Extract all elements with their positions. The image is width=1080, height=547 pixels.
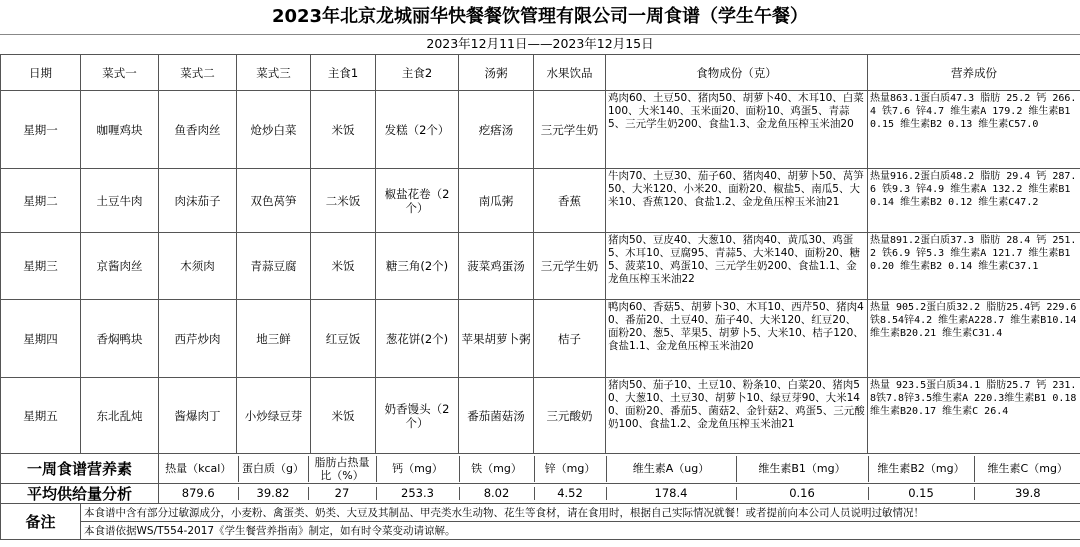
nutrient-value: 8.02 [459, 487, 534, 500]
nutrient-label: 蛋白质（g） [238, 456, 308, 482]
cell-ingredients: 猪肉50、茄子10、土豆10、粉条10、白菜20、猪肉50、大葱10、土豆30、胡萝卜10、绿豆芽90、大米140、面粉20、番茄5、菌菇2、金针菇2、鸡蛋5、三元酸奶100、食盐1.2、金龙鱼压榨玉米油21 [606, 378, 868, 454]
cell-fruit: 香蕉 [534, 169, 606, 233]
header-cell: 营养成份 [868, 55, 1080, 91]
cell-staple2: 发糕（2个） [376, 91, 459, 169]
nutrient-values-cell [159, 484, 1080, 504]
cell-staple1: 米饭 [311, 91, 376, 169]
cell-dish1: 东北乱炖 [81, 378, 159, 454]
cell-fruit: 三元酸奶 [534, 378, 606, 454]
cell-soup: 疙瘩汤 [459, 91, 534, 169]
nutrient-label: 维生素A（ug） [606, 456, 736, 482]
cell-dish3: 小炒绿豆芽 [237, 378, 311, 454]
header-cell: 汤粥 [459, 55, 534, 91]
cell-dish2: 木须肉 [159, 233, 237, 300]
nutrient-label: 铁（mg） [459, 456, 534, 482]
cell-dish2: 肉沫茄子 [159, 169, 237, 233]
cell-ingredients: 鸡肉60、土豆50、猪肉50、胡萝卜40、木耳10、白菜100、大米140、玉米面20、面粉10、鸡蛋5、青蒜5、三元学生奶200、食盐1.3、金龙鱼压榨玉米油20 [606, 91, 868, 169]
nutrient-subrow [159, 487, 1080, 500]
cell-dish2: 西芹炒肉 [159, 300, 237, 378]
cell-nutrition: 热量891.2蛋白质37.3 脂肪 28.4 钙 251.2 铁6.9 锌5.3 维生素A 121.7 维生素B1 0.20 维生素B2 0.14 维生素C37.1 [868, 233, 1080, 300]
nutrient-value: 39.8 [974, 487, 1080, 500]
cell-soup: 南瓜粥 [459, 169, 534, 233]
cell-dish2: 鱼香肉丝 [159, 91, 237, 169]
nutrient-label: 维生素B2（mg） [868, 456, 974, 482]
day-row [1, 91, 1080, 169]
nutrient-subtable [159, 456, 1080, 482]
nutrient-label: 维生素B1（mg） [736, 456, 868, 482]
menu-table [0, 54, 1080, 540]
cell-dish3: 地三鲜 [237, 300, 311, 378]
cell-day: 星期二 [1, 169, 81, 233]
cell-fruit: 三元学生奶 [534, 91, 606, 169]
allergen-note: 本食谱中含有部分过敏源成分，小麦粉、禽蛋类、奶类、大豆及其制品、甲壳类水生动物、花生等食材，请在食用时，根据自己实际情况就餐！或者提前向本公司人员说明过敏情况！ [81, 504, 1080, 522]
nutrient-label: 锌（mg） [534, 456, 606, 482]
header-cell: 菜式一 [81, 55, 159, 91]
cell-dish2: 酱爆肉丁 [159, 378, 237, 454]
cell-staple1: 米饭 [311, 378, 376, 454]
nutrient-label: 维生素C（mg） [974, 456, 1080, 482]
cell-ingredients: 鸭肉60、香菇5、胡萝卜30、木耳10、西芹50、猪肉40、番茄20、土豆40、茄子40、大米120、红豆20、面粉20、葱5、苹果5、胡萝卜5、大米10、桔子120、食盐1.1、金龙鱼压榨玉米油20 [606, 300, 868, 378]
notes-row [1, 522, 1080, 540]
day-row [1, 233, 1080, 300]
cell-day: 星期三 [1, 233, 81, 300]
summary-value-row [1, 484, 1080, 504]
header-cell: 主食2 [376, 55, 459, 91]
cell-staple2: 奶香馒头（2个） [376, 378, 459, 454]
cell-dish1: 香焖鸭块 [81, 300, 159, 378]
cell-staple2: 糖三角(2个) [376, 233, 459, 300]
nutrient-value: 253.3 [376, 487, 459, 500]
nutrient-label: 钙（mg） [376, 456, 459, 482]
nutrient-label: 脂肪占热量比（%） [308, 456, 376, 482]
nutrient-label: 热量（kcal） [159, 456, 238, 482]
nutrient-value: 0.16 [736, 487, 868, 500]
cell-soup: 苹果胡萝卜粥 [459, 300, 534, 378]
cell-dish3: 青蒜豆腐 [237, 233, 311, 300]
nutrient-value: 879.6 [159, 487, 238, 500]
cell-ingredients: 猪肉50、豆皮40、大葱10、猪肉40、黄瓜30、鸡蛋5、木耳10、豆腐95、青蒜5、大米140、面粉20、糖5、菠菜10、鸡蛋10、三元学生奶200、食盐1.1、金龙鱼压榨玉米油22 [606, 233, 868, 300]
summary-label-row [1, 454, 1080, 484]
nutrient-value: 0.15 [868, 487, 974, 500]
cell-fruit: 三元学生奶 [534, 233, 606, 300]
sheet-title: 2023年北京龙城丽华快餐餐饮管理有限公司一周食谱（学生午餐） [0, 0, 1080, 35]
cell-nutrition: 热量 923.5蛋白质34.1 脂肪25.7 钙 231.8铁7.8锌3.5维生素A 220.3维生素B1 0.18维生素B20.17 维生素C 26.4 [868, 378, 1080, 454]
summary-row-label: 一周食谱营养素 [1, 454, 159, 484]
nutrient-value: 27 [308, 487, 376, 500]
day-row [1, 378, 1080, 454]
cell-staple1: 红豆饭 [311, 300, 376, 378]
cell-soup: 番茄菌菇汤 [459, 378, 534, 454]
header-cell: 主食1 [311, 55, 376, 91]
cell-day: 星期一 [1, 91, 81, 169]
day-row [1, 169, 1080, 233]
cell-nutrition: 热量916.2蛋白质48.2 脂肪 29.4 钙 287.6 铁9.3 锌4.9 维生素A 132.2 维生素B1 0.14 维生素B2 0.12 维生素C47.2 [868, 169, 1080, 233]
cell-dish1: 京酱肉丝 [81, 233, 159, 300]
cell-fruit: 桔子 [534, 300, 606, 378]
cell-dish1: 咖喱鸡块 [81, 91, 159, 169]
nutrient-subrow [159, 456, 1080, 482]
header-cell: 日期 [1, 55, 81, 91]
header-cell: 食物成份（克） [606, 55, 868, 91]
nutrient-subtable [159, 487, 1080, 500]
nutrient-labels-cell [159, 454, 1080, 484]
cell-dish1: 土豆牛肉 [81, 169, 159, 233]
date-range: 2023年12月11日——2023年12月15日 [426, 36, 654, 51]
nutrient-value: 39.82 [238, 487, 308, 500]
summary-row-label: 平均供给量分析 [1, 484, 159, 504]
cell-day: 星期五 [1, 378, 81, 454]
standard-note: 本食谱依据WS/T554-2017《学生餐营养指南》制定，如有时令菜变动请谅解。 [81, 522, 1080, 540]
cell-dish3: 炝炒白菜 [237, 91, 311, 169]
cell-staple1: 米饭 [311, 233, 376, 300]
cell-nutrition: 热量 905.2蛋白质32.2 脂肪25.4钙 229.6铁8.54锌4.2 维生素A228.7 维生素B10.14 维生素B20.21 维生素C31.4 [868, 300, 1080, 378]
cell-ingredients: 牛肉70、土豆30、茄子60、猪肉40、胡萝卜50、莴笋50、大米120、小米20、面粉20、椒盐5、南瓜5、大米10、香蕉120、食盐1.2、金龙鱼压榨玉米油21 [606, 169, 868, 233]
cell-staple2: 椒盐花卷（2个） [376, 169, 459, 233]
cell-staple2: 葱花饼(2个) [376, 300, 459, 378]
header-cell: 水果饮品 [534, 55, 606, 91]
cell-staple1: 二米饭 [311, 169, 376, 233]
cell-day: 星期四 [1, 300, 81, 378]
cell-nutrition: 热量863.1蛋白质47.3 脂肪 25.2 钙 266.4 铁7.6 锌4.7 维生素A 179.2 维生素B1 0.15 维生素B2 0.13 维生素C57.0 [868, 91, 1080, 169]
header-row [1, 55, 1080, 91]
cell-dish3: 双色莴笋 [237, 169, 311, 233]
header-cell: 菜式二 [159, 55, 237, 91]
nutrient-value: 4.52 [534, 487, 606, 500]
day-row [1, 300, 1080, 378]
header-cell: 菜式三 [237, 55, 311, 91]
nutrient-value: 178.4 [606, 487, 736, 500]
notes-label: 备注 [1, 504, 81, 540]
cell-soup: 菠菜鸡蛋汤 [459, 233, 534, 300]
notes-row [1, 504, 1080, 522]
